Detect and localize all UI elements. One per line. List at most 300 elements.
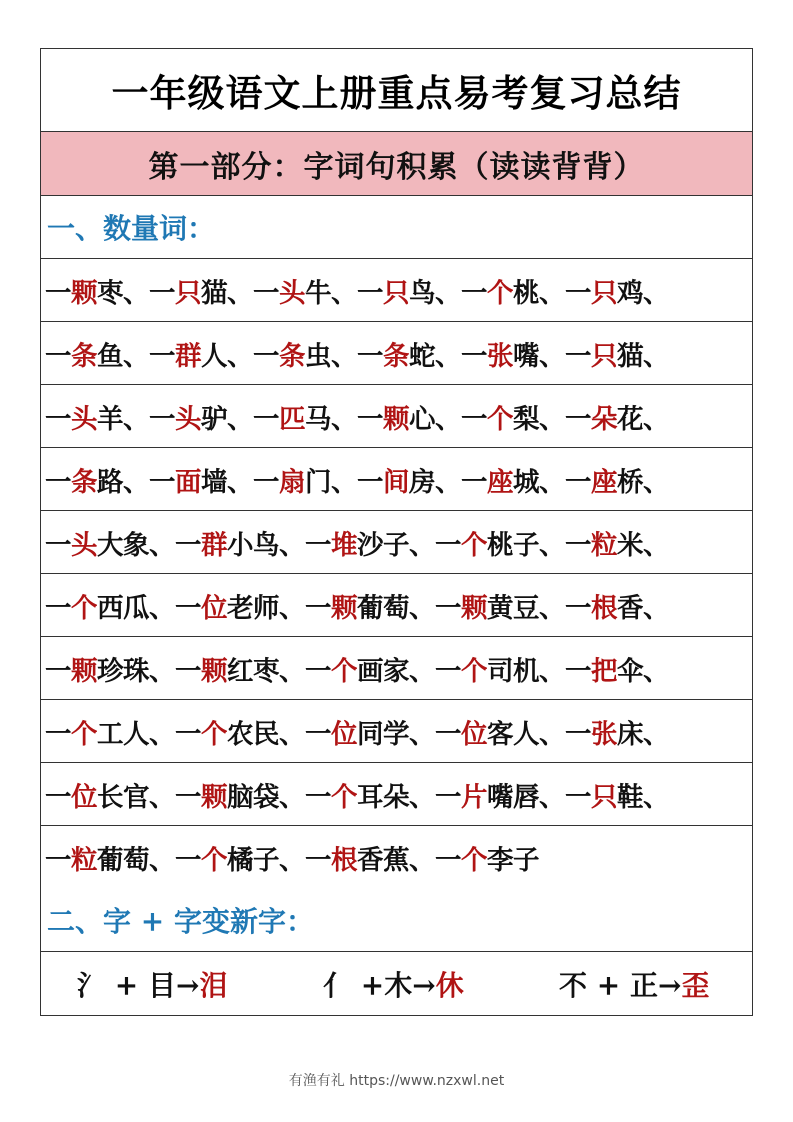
separator: 、 — [539, 655, 565, 687]
measure-word-phrase — [435, 523, 565, 562]
section-title-char-combos: 二、字 + 字变新字： — [47, 905, 314, 938]
separator: 、 — [279, 592, 305, 624]
separator: 、 — [643, 655, 669, 687]
noun: 耳朵 — [357, 781, 409, 813]
component-b: 正 — [629, 968, 658, 1002]
measure-word-row — [41, 763, 752, 826]
measure-word-phrase — [45, 271, 149, 310]
measure-word: 条 — [383, 340, 409, 372]
separator: 、 — [409, 529, 435, 561]
separator: 、 — [409, 592, 435, 624]
number-one: 一 — [461, 466, 487, 498]
separator: 、 — [227, 403, 253, 435]
measure-word-phrase — [45, 460, 149, 499]
number-one: 一 — [565, 592, 591, 624]
measure-word-phrase — [305, 586, 435, 625]
number-one: 一 — [175, 655, 201, 687]
noun: 橘子 — [227, 845, 279, 876]
measure-word: 位 — [201, 592, 227, 624]
number-one: 一 — [45, 403, 71, 435]
measure-word: 座 — [487, 466, 513, 498]
measure-word-phrase — [461, 271, 565, 310]
component-b: 木 — [384, 968, 413, 1002]
measure-word: 个 — [331, 781, 357, 813]
noun: 沙子 — [357, 529, 409, 561]
measure-word: 个 — [201, 845, 227, 876]
measure-word-phrase — [565, 397, 669, 436]
number-one: 一 — [435, 655, 461, 687]
noun: 司机 — [487, 655, 539, 687]
measure-word: 头 — [71, 403, 97, 435]
measure-word-phrase — [435, 838, 539, 877]
measure-word-phrase — [357, 271, 461, 310]
part-title: 第一部分：字词句积累（读读背背） — [148, 149, 645, 185]
noun: 羊 — [97, 403, 123, 435]
number-one: 一 — [357, 340, 383, 372]
noun: 鞋 — [617, 781, 643, 813]
measure-word-phrase — [565, 649, 669, 688]
separator: 、 — [409, 655, 435, 687]
measure-word: 颗 — [461, 592, 487, 624]
measure-word: 条 — [279, 340, 305, 372]
measure-word-row — [41, 826, 752, 889]
separator: 、 — [539, 592, 565, 624]
measure-word: 个 — [461, 655, 487, 687]
measure-word: 堆 — [331, 529, 357, 561]
number-one: 一 — [565, 277, 591, 309]
number-one: 一 — [149, 403, 175, 435]
noun: 枣 — [97, 277, 123, 309]
separator: 、 — [279, 718, 305, 750]
measure-word: 张 — [487, 340, 513, 372]
number-one: 一 — [435, 529, 461, 561]
number-one: 一 — [435, 781, 461, 813]
noun: 脑袋 — [227, 781, 279, 813]
measure-word-phrase — [175, 775, 305, 814]
separator: 、 — [227, 466, 253, 498]
noun: 香蕉 — [357, 845, 409, 876]
measure-word-phrase — [305, 838, 435, 877]
separator: 、 — [331, 466, 357, 498]
component-b: 目 — [147, 968, 176, 1002]
measure-word: 颗 — [201, 781, 227, 813]
noun: 李子 — [487, 845, 539, 876]
measure-word: 群 — [175, 340, 201, 372]
measure-word-phrase — [149, 271, 253, 310]
measure-word: 座 — [591, 466, 617, 498]
separator: 、 — [331, 403, 357, 435]
measure-word: 条 — [71, 340, 97, 372]
noun: 老师 — [227, 592, 279, 624]
separator: 、 — [539, 781, 565, 813]
number-one: 一 — [357, 277, 383, 309]
number-one: 一 — [253, 277, 279, 309]
noun: 床 — [617, 718, 643, 750]
char-combo — [77, 964, 227, 1004]
number-one: 一 — [45, 845, 71, 876]
measure-word-phrase — [45, 586, 175, 625]
separator: 、 — [279, 845, 305, 876]
number-one: 一 — [175, 718, 201, 750]
title-row — [41, 49, 752, 132]
measure-word: 个 — [331, 655, 357, 687]
separator: 、 — [409, 718, 435, 750]
separator: 、 — [123, 403, 149, 435]
measure-word: 朵 — [591, 403, 617, 435]
measure-word: 头 — [71, 529, 97, 561]
noun: 桃子 — [487, 529, 539, 561]
measure-word-phrase — [305, 523, 435, 562]
number-one: 一 — [565, 718, 591, 750]
number-one: 一 — [45, 718, 71, 750]
noun: 西瓜 — [97, 592, 149, 624]
number-one: 一 — [45, 529, 71, 561]
noun: 蛇 — [409, 340, 435, 372]
measure-word: 扇 — [279, 466, 305, 498]
number-one: 一 — [357, 466, 383, 498]
separator: 、 — [643, 529, 669, 561]
measure-word-phrase — [461, 397, 565, 436]
number-one: 一 — [149, 466, 175, 498]
part-band — [41, 132, 752, 196]
measure-word: 个 — [71, 592, 97, 624]
measure-word: 粒 — [71, 845, 97, 876]
component-a: 不 — [559, 968, 588, 1002]
separator: 、 — [539, 340, 565, 372]
measure-word: 只 — [383, 277, 409, 309]
measure-word-phrase — [175, 712, 305, 751]
number-one: 一 — [253, 466, 279, 498]
number-one: 一 — [565, 403, 591, 435]
separator: 、 — [643, 781, 669, 813]
noun: 人 — [201, 340, 227, 372]
separator: 、 — [435, 277, 461, 309]
noun: 米 — [617, 529, 643, 561]
measure-word-phrase — [565, 712, 669, 751]
separator: 、 — [149, 845, 175, 876]
number-one: 一 — [305, 655, 331, 687]
measure-word: 位 — [461, 718, 487, 750]
number-one: 一 — [565, 781, 591, 813]
noun: 房 — [409, 466, 435, 498]
measure-word-phrase — [175, 838, 305, 877]
noun: 猫 — [617, 340, 643, 372]
measure-word: 个 — [461, 529, 487, 561]
separator: 、 — [149, 655, 175, 687]
noun: 农民 — [227, 718, 279, 750]
noun: 猫 — [201, 277, 227, 309]
noun: 驴 — [201, 403, 227, 435]
noun: 梨 — [513, 403, 539, 435]
number-one: 一 — [45, 340, 71, 372]
separator: 、 — [539, 718, 565, 750]
separator: 、 — [643, 718, 669, 750]
measure-word-phrase — [45, 523, 175, 562]
measure-word: 粒 — [591, 529, 617, 561]
separator: 、 — [123, 277, 149, 309]
number-one: 一 — [149, 340, 175, 372]
number-one: 一 — [149, 277, 175, 309]
measure-word: 只 — [591, 781, 617, 813]
noun: 马 — [305, 403, 331, 435]
measure-word: 颗 — [201, 655, 227, 687]
measure-word: 只 — [591, 277, 617, 309]
arrow-icon: → — [658, 968, 682, 1002]
page-title: 一年级语文上册重点易考复习总结 — [111, 71, 682, 115]
noun: 客人 — [487, 718, 539, 750]
measure-word-phrase — [305, 649, 435, 688]
result-char: 休 — [435, 968, 464, 1002]
noun: 桥 — [617, 466, 643, 498]
section-heading-row — [41, 196, 752, 259]
noun: 工人 — [97, 718, 149, 750]
measure-word-phrase — [357, 460, 461, 499]
measure-word-list — [41, 259, 752, 889]
separator: 、 — [227, 277, 253, 309]
separator: 、 — [227, 340, 253, 372]
measure-word-phrase — [253, 460, 357, 499]
number-one: 一 — [305, 718, 331, 750]
measure-word: 张 — [591, 718, 617, 750]
number-one: 一 — [45, 781, 71, 813]
separator: 、 — [539, 403, 565, 435]
number-one: 一 — [305, 845, 331, 876]
measure-word: 只 — [175, 277, 201, 309]
separator: 、 — [331, 277, 357, 309]
result-char: 泪 — [199, 968, 228, 1002]
noun: 门 — [305, 466, 331, 498]
number-one: 一 — [175, 781, 201, 813]
measure-word-phrase — [45, 334, 149, 373]
measure-word-phrase — [175, 586, 305, 625]
measure-word: 个 — [487, 277, 513, 309]
measure-word-phrase — [149, 460, 253, 499]
noun: 鱼 — [97, 340, 123, 372]
number-one: 一 — [565, 340, 591, 372]
measure-word: 群 — [201, 529, 227, 561]
measure-word-row — [41, 637, 752, 700]
number-one: 一 — [305, 592, 331, 624]
measure-word: 颗 — [331, 592, 357, 624]
measure-word: 匹 — [279, 403, 305, 435]
number-one: 一 — [45, 592, 71, 624]
separator: 、 — [409, 845, 435, 876]
noun: 画家 — [357, 655, 409, 687]
separator: 、 — [643, 277, 669, 309]
noun: 牛 — [305, 277, 331, 309]
measure-word: 条 — [71, 466, 97, 498]
measure-word-phrase — [305, 712, 435, 751]
measure-word-phrase — [45, 712, 175, 751]
measure-word-row — [41, 700, 752, 763]
separator: 、 — [279, 529, 305, 561]
measure-word-phrase — [357, 397, 461, 436]
number-one: 一 — [305, 529, 331, 561]
noun: 城 — [513, 466, 539, 498]
measure-word-phrase — [565, 460, 669, 499]
noun: 黄豆 — [487, 592, 539, 624]
separator: 、 — [123, 340, 149, 372]
plus-sign: + — [351, 968, 385, 1002]
measure-word-phrase — [45, 397, 149, 436]
measure-word-row — [41, 385, 752, 448]
measure-word-phrase — [149, 397, 253, 436]
noun: 大象 — [97, 529, 149, 561]
measure-word-phrase — [565, 334, 669, 373]
number-one: 一 — [357, 403, 383, 435]
plus-sign: + — [587, 968, 630, 1002]
measure-word-phrase — [357, 334, 461, 373]
noun: 路 — [97, 466, 123, 498]
noun: 桃 — [513, 277, 539, 309]
measure-word: 个 — [461, 845, 487, 876]
noun: 虫 — [305, 340, 331, 372]
measure-word-row — [41, 511, 752, 574]
noun: 嘴 — [513, 340, 539, 372]
number-one: 一 — [435, 592, 461, 624]
noun: 小鸟 — [227, 529, 279, 561]
separator: 、 — [435, 340, 461, 372]
noun: 长官 — [97, 781, 149, 813]
separator: 、 — [331, 340, 357, 372]
measure-word-phrase — [461, 334, 565, 373]
measure-word: 根 — [331, 845, 357, 876]
measure-word-phrase — [565, 775, 669, 814]
noun: 珍珠 — [97, 655, 149, 687]
noun: 伞 — [617, 655, 643, 687]
separator: 、 — [435, 466, 461, 498]
number-one: 一 — [45, 466, 71, 498]
separator: 、 — [539, 277, 565, 309]
separator: 、 — [643, 403, 669, 435]
number-one: 一 — [435, 718, 461, 750]
noun: 红枣 — [227, 655, 279, 687]
separator: 、 — [149, 781, 175, 813]
measure-word: 只 — [591, 340, 617, 372]
number-one: 一 — [565, 655, 591, 687]
number-one: 一 — [435, 845, 461, 876]
arrow-icon: → — [176, 968, 200, 1002]
measure-word: 面 — [175, 466, 201, 498]
noun: 花 — [617, 403, 643, 435]
measure-word-phrase — [175, 523, 305, 562]
noun: 鸡 — [617, 277, 643, 309]
separator: 、 — [279, 781, 305, 813]
noun: 墙 — [201, 466, 227, 498]
number-one: 一 — [45, 655, 71, 687]
separator: 、 — [279, 655, 305, 687]
noun: 心 — [409, 403, 435, 435]
measure-word-row — [41, 322, 752, 385]
number-one: 一 — [461, 340, 487, 372]
measure-word: 个 — [71, 718, 97, 750]
measure-word-phrase — [565, 523, 669, 562]
measure-word-phrase — [435, 775, 565, 814]
measure-word: 个 — [201, 718, 227, 750]
component-a: 氵 — [77, 968, 106, 1002]
measure-word-phrase — [149, 334, 253, 373]
measure-word: 根 — [591, 592, 617, 624]
number-one: 一 — [461, 403, 487, 435]
char-combo — [323, 964, 464, 1004]
measure-word-phrase — [175, 649, 305, 688]
separator: 、 — [539, 529, 565, 561]
separator: 、 — [123, 466, 149, 498]
review-sheet — [40, 48, 753, 1016]
separator: 、 — [539, 466, 565, 498]
measure-word-row — [41, 448, 752, 511]
number-one: 一 — [175, 845, 201, 876]
noun: 嘴唇 — [487, 781, 539, 813]
measure-word-phrase — [565, 271, 669, 310]
noun: 香 — [617, 592, 643, 624]
number-one: 一 — [45, 277, 71, 309]
separator: 、 — [409, 781, 435, 813]
measure-word-row — [41, 574, 752, 637]
number-one: 一 — [305, 781, 331, 813]
measure-word-phrase — [45, 775, 175, 814]
measure-word-phrase — [253, 397, 357, 436]
measure-word: 个 — [487, 403, 513, 435]
noun: 葡萄 — [357, 592, 409, 624]
measure-word: 位 — [71, 781, 97, 813]
measure-word-phrase — [435, 586, 565, 625]
arrow-icon: → — [412, 968, 436, 1002]
measure-word: 头 — [175, 403, 201, 435]
separator: 、 — [149, 718, 175, 750]
component-a: 亻 — [323, 968, 352, 1002]
char-combo — [559, 964, 709, 1004]
noun: 同学 — [357, 718, 409, 750]
separator: 、 — [643, 466, 669, 498]
measure-word-row — [41, 259, 752, 322]
measure-word-phrase — [305, 775, 435, 814]
measure-word: 头 — [279, 277, 305, 309]
measure-word-phrase — [461, 460, 565, 499]
separator: 、 — [643, 592, 669, 624]
measure-word: 片 — [461, 781, 487, 813]
measure-word-phrase — [45, 649, 175, 688]
separator: 、 — [643, 340, 669, 372]
section-title-measure-words: 一、数量词： — [47, 212, 216, 245]
separator: 、 — [435, 403, 461, 435]
measure-word-phrase — [45, 838, 175, 877]
separator: 、 — [149, 592, 175, 624]
number-one: 一 — [253, 403, 279, 435]
number-one: 一 — [175, 529, 201, 561]
number-one: 一 — [461, 277, 487, 309]
result-char: 歪 — [681, 968, 710, 1002]
measure-word-phrase — [565, 586, 669, 625]
char-combo-row — [41, 952, 752, 1015]
measure-word-phrase — [435, 649, 565, 688]
measure-word: 把 — [591, 655, 617, 687]
measure-word: 颗 — [71, 277, 97, 309]
separator: 、 — [149, 529, 175, 561]
measure-word: 颗 — [71, 655, 97, 687]
noun: 鸟 — [409, 277, 435, 309]
number-one: 一 — [565, 466, 591, 498]
number-one: 一 — [253, 340, 279, 372]
measure-word-phrase — [435, 712, 565, 751]
measure-word: 位 — [331, 718, 357, 750]
measure-word: 间 — [383, 466, 409, 498]
measure-word-phrase — [253, 334, 357, 373]
section-heading-row — [41, 889, 752, 952]
number-one: 一 — [565, 529, 591, 561]
measure-word-phrase — [253, 271, 357, 310]
measure-word: 颗 — [383, 403, 409, 435]
